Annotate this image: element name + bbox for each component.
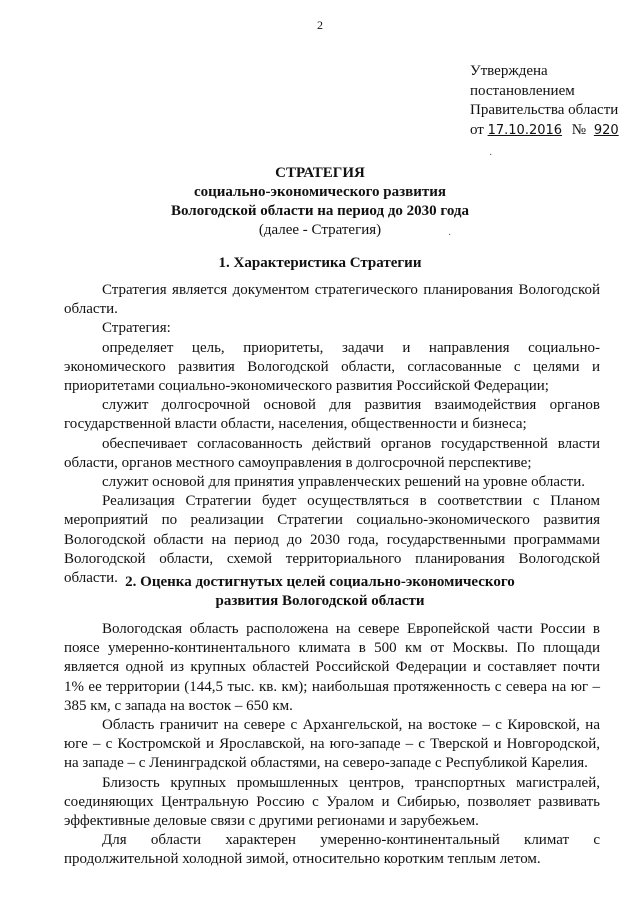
section1-heading: 1. Характеристика Стратегии	[218, 255, 422, 271]
approval-date-line	[470, 121, 635, 141]
section1-paragraph: определяет цель, приоритеты, задачи и направления социально-экономического развития Вологодской области, согласованные с целями и приоритетами социально-экономического развития Российской Федерации;	[64, 339, 600, 395]
title-line-4: (далее - Стратегия)	[258, 222, 382, 238]
approval-date: 17.10.2016	[487, 122, 563, 138]
document-title	[0, 164, 640, 240]
section2-heading-line-1: 2. Оценка достигнутых целей социально-экономического	[125, 574, 515, 590]
section1-paragraph: Стратегия является документом стратегического планирования Вологодской области.	[64, 282, 600, 318]
scan-dot: ·	[448, 230, 452, 241]
section2-paragraph: Область граничит на севере с Архангельской, на востоке – с Кировской, на юге – с Костромской и Ярославской, на юго-западе – с Тверской и Новгородской, на западе – с Ленинградской областями, на северо-западе с Республикой Карелия.	[64, 717, 600, 772]
approval-number-sign: №	[571, 121, 587, 138]
section1-paragraph: Стратегия:	[102, 320, 171, 337]
section2-heading-line-2: развития Вологодской области	[215, 593, 425, 609]
section1-paragraph: обеспечивает согласованность действий органов государственной власти области, органов местного самоуправления в долгосрочной перспективе;	[64, 435, 600, 471]
section2-body	[64, 620, 600, 870]
approval-line-3: Правительства области	[470, 102, 619, 118]
section2-paragraph: Вологодская область расположена на севере Европейской части России в поясе умеренно-континентального климата в 500 км от Москвы. По площади является одной из крупных областей Российской Федерации и составляет почти 1% ее территории (144,5 тыс. кв. км); наибольшая протяженность с севера на юг – 385 км, с запада на восток – 650 км.	[64, 621, 600, 714]
section1-paragraph: служит основой для принятия управленческих решений на уровне области.	[102, 474, 586, 491]
title-line-2: социально-экономического развития	[193, 184, 447, 200]
approval-stamp	[470, 62, 635, 140]
section2-paragraph: Для области характерен умеренно-континентальный климат с продолжительной холодной зимой, относительно коротким теплым летом.	[64, 832, 600, 868]
section1-body	[64, 281, 600, 588]
approval-line-1: Утверждена	[470, 63, 548, 79]
approval-number: 920	[593, 122, 619, 138]
approval-line-2: постановлением	[470, 82, 575, 99]
title-line-3: Вологодской области на период до 2030 года	[170, 203, 470, 219]
section2-paragraph: Близость крупных промышленных центров, транспортных магистралей, соединяющих Центральную Россию с Уралом и Сибирью, позволяет развивать эффективные деловые связи с другими регионами и зарубежьем.	[64, 774, 600, 830]
scan-dot: ·	[489, 150, 493, 161]
section1-paragraph: Реализация Стратегии будет осуществляться в соответствии с Планом мероприятий по реализации Стратегии социально-экономического развития Вологодской области на период до 2030 года, государственными программами Вологодской области, схемой территориального планирования Вологодской области.	[64, 493, 600, 587]
section1-paragraph: служит долгосрочной основой для развития взаимодействия органов государственной власти области, населения, общественности и бизнеса;	[64, 397, 600, 433]
page-number: 2	[317, 18, 323, 32]
title-line-1: СТРАТЕГИЯ	[275, 165, 365, 181]
section2-heading	[0, 573, 640, 611]
approval-date-prefix: от	[470, 121, 484, 138]
